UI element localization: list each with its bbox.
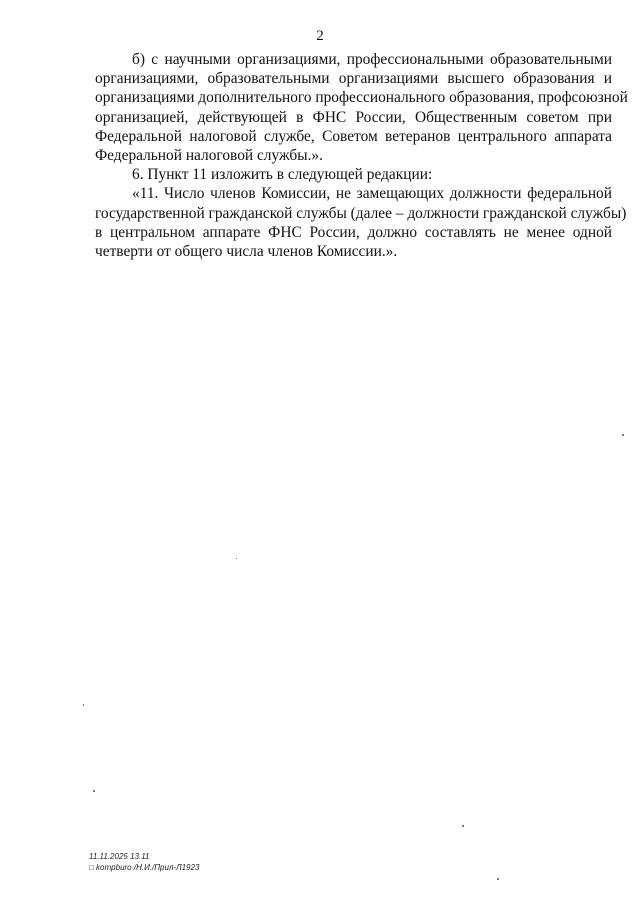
footer-date: 11.11.2025 13.11 bbox=[89, 852, 150, 861]
page-number: 2 bbox=[316, 28, 324, 44]
paragraph-item-11 bbox=[95, 184, 627, 261]
text-line: в центральном аппарате ФНС России, должно составлять не менее одной bbox=[95, 223, 612, 241]
scan-speck bbox=[497, 878, 499, 880]
document-footer bbox=[89, 851, 199, 873]
text-line: Федеральной налоговой службе, Советом ветеранов центрального аппарата bbox=[95, 127, 612, 145]
text-line: четверти от общего числа членов Комиссии.». bbox=[95, 243, 398, 261]
text-line: государственной гражданской службы (далее – должности гражданской службы) bbox=[95, 204, 627, 222]
text-line: организацией, действующей в ФНС России, Общественным советом при bbox=[95, 108, 612, 126]
document-body bbox=[95, 50, 628, 261]
text-line: 6. Пункт 11 изложить в следующей редакции: bbox=[132, 166, 433, 184]
scan-speck bbox=[236, 558, 237, 559]
text-line: Федеральной налоговой службы.». bbox=[95, 147, 323, 165]
text-line: организациями дополнительного профессионального образования, профсоюзной bbox=[95, 89, 628, 107]
text-line: «11. Число членов Комиссии, не замещающих должности федеральной bbox=[132, 185, 612, 203]
text-line: б) с научными организациями, профессиональными образовательными bbox=[132, 51, 612, 68]
scan-speck bbox=[622, 434, 624, 436]
footer-file-reference: □ kompburo /Н.И./Прил-Л1923 bbox=[89, 863, 200, 872]
scan-speck bbox=[93, 790, 95, 792]
scan-speck bbox=[462, 825, 464, 827]
paragraph-item-b bbox=[95, 50, 628, 165]
paragraph-item-6 bbox=[95, 165, 612, 184]
text-line: организациями, образовательными организациями высшего образования и bbox=[95, 70, 612, 88]
scan-speck bbox=[83, 704, 84, 706]
